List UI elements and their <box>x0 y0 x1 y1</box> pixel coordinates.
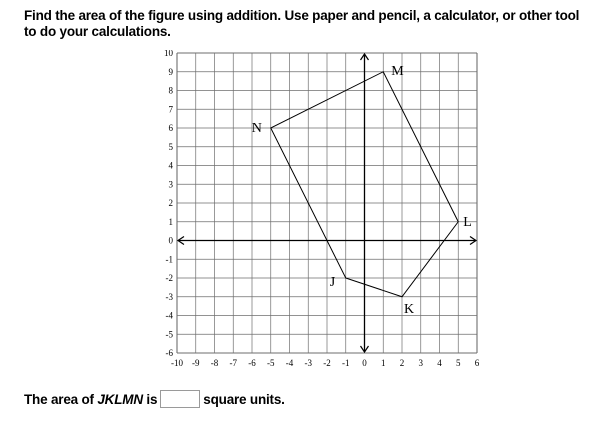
y-tick-label: -5 <box>165 329 173 340</box>
y-tick-label: -4 <box>165 310 173 321</box>
shape-name: JKLMN <box>97 391 143 407</box>
answer-suffix: square units. <box>203 391 285 407</box>
x-tick-label: -2 <box>323 358 331 368</box>
tick-labels <box>164 50 480 368</box>
x-tick-label: 0 <box>362 358 367 368</box>
x-tick-label: 6 <box>474 358 480 368</box>
x-tick-label: -9 <box>192 358 200 368</box>
x-tick-label: -5 <box>267 358 275 368</box>
y-tick-label: 7 <box>168 104 173 115</box>
answer-is-text: is <box>142 391 158 407</box>
y-tick-label: 2 <box>168 198 173 208</box>
x-tick-label: -8 <box>210 358 219 368</box>
y-tick-label: -1 <box>165 254 173 265</box>
answer-row <box>24 388 285 410</box>
vertex-label-k: K <box>404 301 415 317</box>
x-tick-label: 5 <box>456 358 461 368</box>
x-tick-label: 1 <box>381 358 386 368</box>
y-tick-label: -2 <box>165 273 173 283</box>
area-answer-input[interactable] <box>160 390 200 408</box>
y-tick-label: 10 <box>164 50 173 58</box>
vertex-label-l: L <box>463 214 472 230</box>
vertex-label-m: M <box>391 63 404 79</box>
y-tick-label: -3 <box>165 291 173 302</box>
y-tick-label: 8 <box>168 85 173 96</box>
y-tick-label: 9 <box>168 66 173 77</box>
x-tick-label: -3 <box>304 358 312 368</box>
y-tick-label: -6 <box>165 348 173 358</box>
vertex-labels <box>252 64 472 317</box>
y-tick-label: 6 <box>168 123 173 133</box>
x-tick-label: -7 <box>229 358 237 368</box>
y-tick-label: 3 <box>168 179 173 190</box>
y-tick-label: 0 <box>168 235 173 246</box>
grid-lines <box>177 53 477 353</box>
x-tick-label: -1 <box>342 358 350 368</box>
x-tick-label: 3 <box>418 358 423 368</box>
x-tick-label: 2 <box>399 358 405 368</box>
x-tick-label: -10 <box>171 358 183 368</box>
question-prompt: Find the area of the figure using addition. Use paper and pencil, a calculator, or other tool to do your calculations. <box>24 8 580 39</box>
y-tick-label: 5 <box>168 141 173 152</box>
x-tick-label: -4 <box>285 358 294 368</box>
answer-prefix: The area of <box>24 391 98 407</box>
vertex-label-j: J <box>329 275 336 290</box>
y-tick-label: 4 <box>168 160 173 171</box>
coordinate-grid-figure <box>150 50 480 375</box>
x-tick-label: -6 <box>248 358 256 368</box>
vertex-label-n: N <box>251 121 262 136</box>
y-tick-label: 1 <box>168 216 173 227</box>
x-tick-label: 4 <box>437 358 442 368</box>
